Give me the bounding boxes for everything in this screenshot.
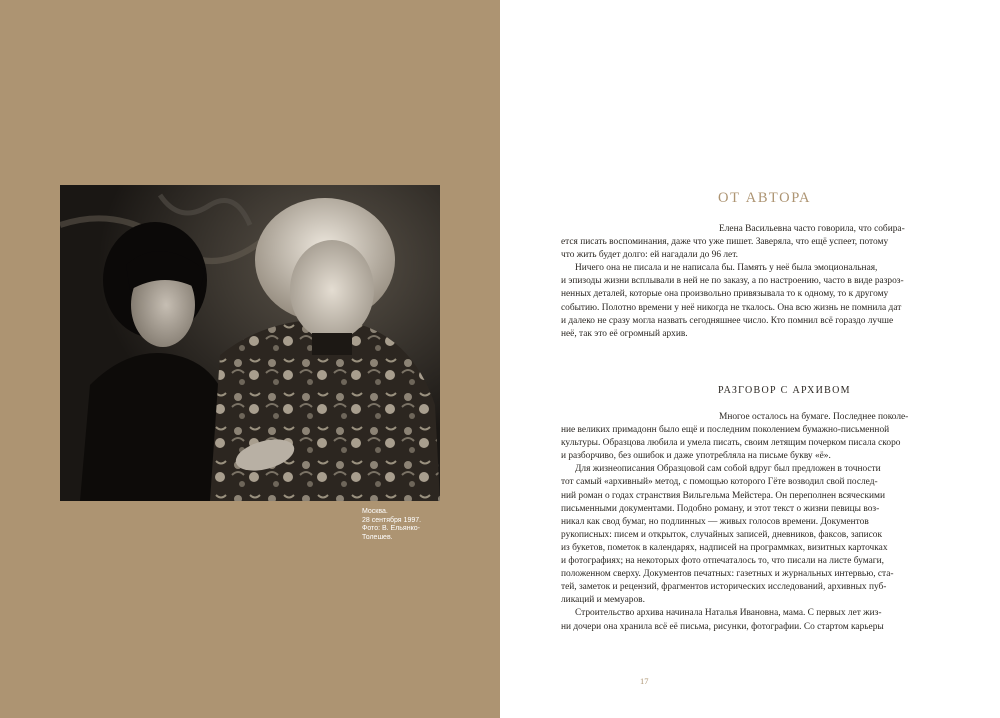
text-line: тей, заметок и рецензий, фрагментов исторических исследований, архивных пуб- [561, 582, 887, 593]
text-line: и фотографиях; на некоторых фото отпечаталось то, что писали на листе бумаги, [561, 556, 884, 567]
caption-line: Толешев. [362, 533, 393, 541]
caption-line: 28 сентября 1997. [362, 516, 422, 524]
text-line: что жить будет долго: ей нагадали до 96 лет. [561, 250, 738, 261]
section-heading: РАЗГОВОР С АРХИВОМ [718, 385, 851, 396]
text-line: ненных деталей, которые она произвольно привязывала то к одному, то к другому [561, 289, 889, 300]
portrait-photo [60, 185, 440, 501]
text-line: положенном сверху. Документов печатных: газетных и журнальных интервью, ста- [561, 569, 894, 580]
right-page [500, 0, 1000, 718]
text-line: Строительство архива начинала Наталья Ивановна, мама. С первых лет жиз- [575, 608, 882, 619]
text-line: событию. Полотно времени у неё никогда не ткалось. Она всю жизнь не помнила дат [561, 302, 902, 313]
text-line: ликаций и мемуаров. [561, 595, 645, 606]
intro-paragraphs [561, 223, 943, 341]
text-line: Многое осталось на бумаге. Последнее поколе- [719, 412, 909, 422]
text-line: Елена Васильевна часто говорила, что собира- [719, 224, 905, 234]
text-line: неё, так это её огромный архив. [561, 328, 688, 339]
text-line: ние великих примадонн было ещё и последним поколением бумажно-письменной [561, 425, 890, 436]
text-line: рукописных: писем и открыток, случайных записей, дневников, факсов, записок [561, 529, 883, 540]
photo-caption [362, 508, 482, 542]
caption-line: Фото: В. Ельянко- [362, 525, 420, 532]
photo-image [60, 185, 440, 501]
text-line: культуры. Образцова любила и умела писать, своим летящим почерком писала скоро [561, 438, 901, 449]
text-line: Ничего она не писала и не написала бы. Память у неё была эмоциональная, [575, 263, 878, 274]
text-line: ется писать воспоминания, даже что уже пишет. Заверяла, что ещё успеет, потому [561, 237, 889, 248]
text-line: никал как свод бумаг, но подлинных — живых голосов времени. Документов [561, 516, 869, 527]
text-line: ний роман о годах странствия Вильгельма Мейстера. Он переполнен всяческими [561, 490, 885, 501]
text-line: и эпизоды жизни всплывали в ней не по заказу, а по настроению, часто в виде разроз- [561, 276, 904, 287]
page-number: 17 [640, 676, 649, 686]
chapter-heading: ОТ АВТОРА [718, 190, 812, 206]
text-line: Для жизнеописания Образцовой сам собой вдруг был предложен в точности [575, 464, 881, 475]
text-line: и разборчиво, без ошибок и даже употребляла на письме букву «ё». [561, 451, 831, 462]
text-line: и далеко не сразу могла назвать сегодняшнее число. Кто помнил всё гораздо лучше [561, 315, 894, 326]
text-line: ни дочери она хранила всё её письма, рисунки, фотографии. Со стартом карьеры [561, 621, 884, 632]
text-line: письменными документами. Подобно роману, и этот текст о жизни певицы воз- [561, 503, 880, 514]
text-line: тот самый «архивный» метод, с помощью которого Гёте возводил свой послед- [561, 477, 878, 488]
archive-paragraphs [561, 411, 943, 634]
caption-line: Москва. [362, 508, 388, 515]
text-line: из букетов, пометок в календарях, надписей на программках, визитных карточках [561, 542, 888, 553]
